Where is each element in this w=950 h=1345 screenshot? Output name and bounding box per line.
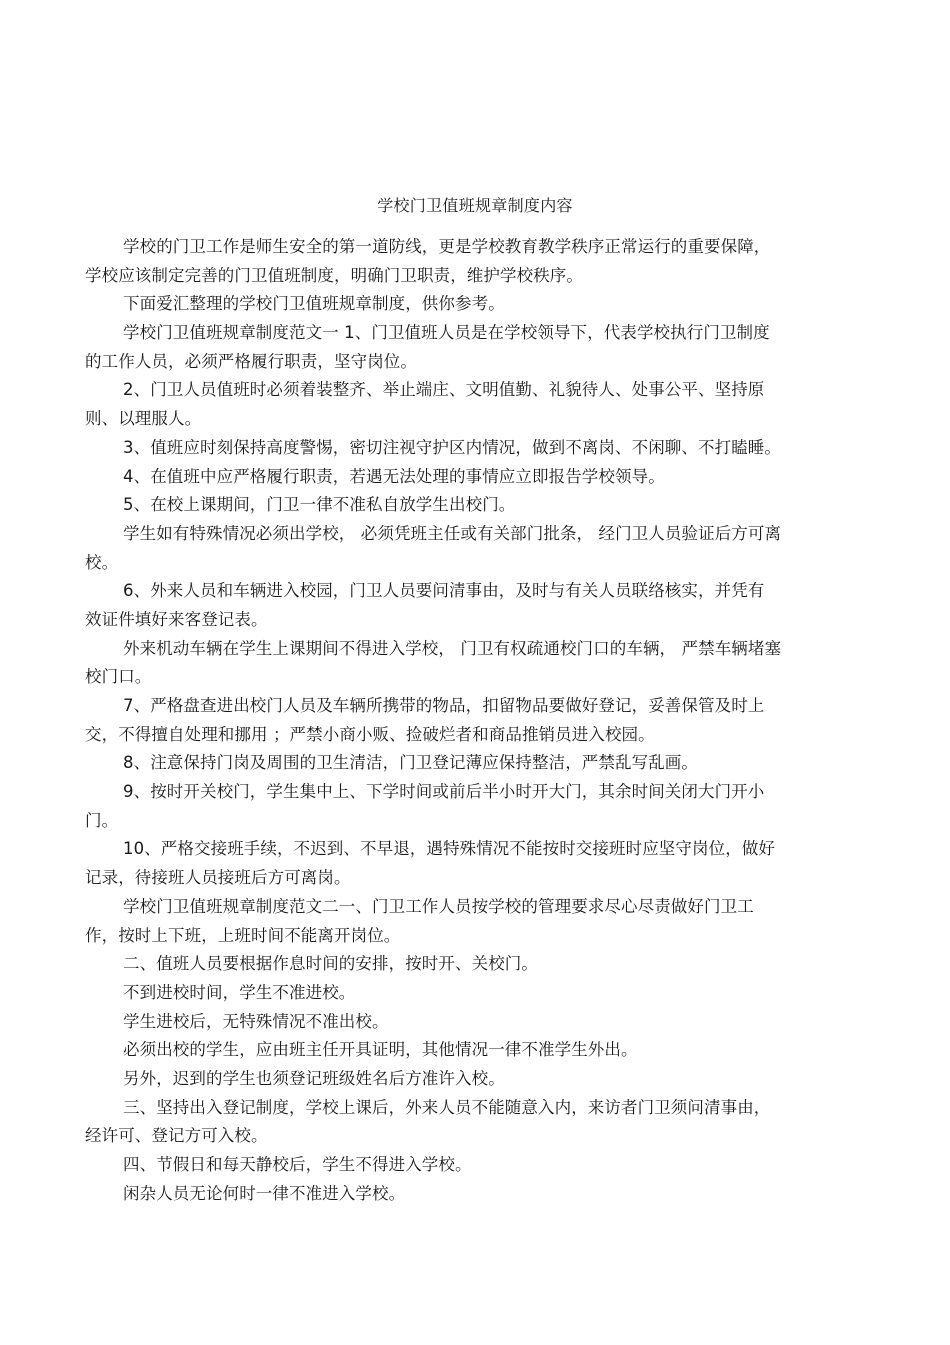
document-body: [85, 233, 875, 1208]
text-line: 2、门卫人员值班时必须着装整齐、举止端庄、文明值勤、礼貌待人、处事公平、坚持原: [123, 380, 765, 400]
text-line: 必须出校的学生，应由班主任开具证明，其他情况一律不准学生外出。: [123, 1040, 638, 1060]
text-line: 7、严格盘查进出校门人员及车辆所携带的物品，扣留物品要做好登记，妥善保管及时上: [123, 696, 765, 715]
text-line: 10、严格交接班手续，不迟到、不早退，遇特殊情况不能按时交接班时应坚守岗位，做好: [123, 839, 775, 859]
text-line: 校。: [85, 552, 119, 572]
text-line: 效证件填好来客登记表。: [85, 609, 268, 629]
text-line: 学生如有特殊情况必须出学校， 必须凭班主任或有关部门批条， 经门卫人员验证后方可离: [123, 523, 782, 543]
text-line: 另外，迟到的学生也须登记班级姓名后方准许入校。: [123, 1068, 505, 1088]
text-line: 交，不得擅自处理和挪用 ；严禁小商小贩、捡破烂者和商品推销员进入校园。: [85, 724, 655, 744]
text-line: 经许可、登记方可入校。: [85, 1126, 268, 1146]
text-line: 作，按时上下班，上班时间不能离开岗位。: [85, 925, 401, 945]
text-line: 5、在校上课期间，门卫一律不准私自放学生出校门。: [123, 495, 516, 515]
text-line: 学校门卫值班规章制度范文二一、门卫工作人员按学校的管理要求尽心尽责做好门卫工: [123, 896, 754, 916]
text-line: 8、注意保持门岗及周围的卫生清洁，门卫登记薄应保持整洁，严禁乱写乱画。: [123, 753, 698, 773]
text-line: 不到进校时间，学生不准进校。: [123, 982, 356, 1002]
text-line: 3、值班应时刻保持高度警惕，密切注视守护区内情况，做到不离岗、不闲聊、不打瞌睡。: [123, 437, 781, 457]
page-title: 学校门卫值班规章制度内容: [377, 196, 573, 215]
text-line: 记录，待接班人员接班后方可离岗。: [85, 868, 351, 888]
text-line: 6、外来人员和车辆进入校园，门卫人员要问清事由，及时与有关人员联络核实，并凭有: [123, 581, 765, 601]
text-line: 外来机动车辆在学生上课期间不得进入学校， 门卫有权疏通校门口的车辆， 严禁车辆堵塞: [123, 638, 782, 658]
text-line: 学校应该制定完善的门卫值班制度，明确门卫职责，维护学校秩序。: [85, 265, 583, 285]
text-line: 4、在值班中应严格履行职责，若遇无法处理的事情应立即报告学校领导。: [123, 466, 665, 486]
text-line: 四、节假日和每天静校后，学生不得进入学校。: [123, 1155, 472, 1174]
text-line: 三、坚持出入登记制度，学校上课后，外来人员不能随意入内，来访者门卫须问清事由，: [123, 1097, 771, 1117]
text-line: 学校的门卫工作是师生安全的第一道防线，更是学校教育教学秩序正常运行的重要保障，: [123, 237, 771, 256]
text-line: 学生进校后，无特殊情况不准出校。: [123, 1011, 389, 1031]
text-line: 二、值班人员要根据作息时间的安排，按时开、关校门。: [123, 954, 538, 974]
text-line: 9、按时开关校门，学生集中上、下学时间或前后半小时开大门，其余时间关闭大门开小: [123, 782, 765, 802]
text-line: 门。: [85, 810, 119, 830]
text-line: 闲杂人员无论何时一律不准进入学校。: [123, 1183, 406, 1203]
text-line: 则、以理服人。: [85, 409, 202, 429]
text-line: 下面爱汇整理的学校门卫值班规章制度，供你参考。: [123, 294, 505, 314]
text-line: 学校门卫值班规章制度范文一 1、门卫值班人员是在学校领导下，代表学校执行门卫制度: [123, 323, 770, 343]
text-line: 的工作人员，必须严格履行职责，坚守岗位。: [85, 351, 417, 371]
text-line: 校门口。: [85, 667, 152, 687]
